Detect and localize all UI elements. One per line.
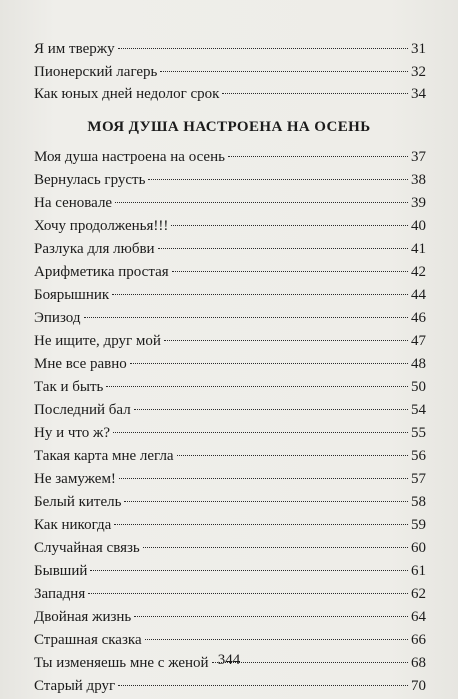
toc-entry (34, 284, 426, 307)
dot-leader (115, 202, 408, 203)
toc-entry-title: Не ищите, друг мой (34, 333, 161, 349)
toc-entry-page: 39 (411, 195, 426, 211)
toc-entry (34, 192, 426, 215)
toc-entry (34, 38, 426, 61)
toc-entry-page: 54 (411, 402, 426, 418)
toc-entry-page: 44 (411, 287, 426, 303)
toc-entry-title: Боярышник (34, 287, 110, 303)
toc-entry-page: 47 (411, 333, 426, 349)
toc-entry-title: Западня (34, 586, 86, 602)
dot-leader (106, 386, 408, 387)
toc-entry-page: 37 (411, 149, 426, 165)
toc-entry-page: 58 (411, 494, 426, 510)
toc-entry-title: Как юных дней недолог срок (34, 86, 220, 102)
toc-entry (34, 261, 426, 284)
toc-entry (34, 61, 426, 84)
toc-entry (34, 83, 426, 106)
page-number: 344 (217, 652, 241, 668)
toc-entry (34, 445, 426, 468)
dot-leader (164, 340, 408, 341)
toc-entry-page: 32 (411, 63, 426, 80)
toc-entry (34, 215, 426, 238)
toc-entry (34, 146, 426, 169)
dot-leader (90, 570, 408, 571)
toc-entry (34, 422, 426, 445)
toc-entry (34, 307, 426, 330)
dot-leader (113, 432, 408, 433)
toc-entry-title: Белый китель (34, 494, 122, 510)
toc-entry (34, 169, 426, 192)
toc-list-top (34, 38, 426, 106)
toc-entry-title: Пионерский лагерь (34, 63, 158, 80)
toc-entry (34, 583, 426, 606)
dot-leader (112, 294, 408, 295)
toc-entry-page: 64 (411, 609, 426, 625)
dot-leader (130, 363, 408, 364)
toc-entry-page: 70 (411, 678, 426, 694)
toc-entry-title: Такая карта мне легла (34, 448, 174, 464)
dot-leader (114, 524, 408, 525)
toc-entry (34, 560, 426, 583)
toc-entry-title: Так и быть (34, 379, 104, 395)
toc-entry-title: Вернулась грусть (34, 172, 146, 188)
toc-entry-title: Ну и что ж? (34, 425, 111, 441)
dot-leader (134, 616, 408, 617)
toc-entry (34, 606, 426, 629)
toc-entry-page: 57 (411, 471, 426, 487)
toc-entry-title: На сеновале (34, 195, 113, 211)
toc-entry (34, 537, 426, 560)
toc-entry-title: Арифметика простая (34, 264, 169, 280)
toc-entry-title: Не замужем! (34, 471, 116, 487)
toc-entry-page: 55 (411, 425, 426, 441)
toc-entry-title: Как никогда (34, 517, 112, 533)
dot-leader (177, 455, 408, 456)
section-heading: МОЯ ДУША НАСТРОЕНА НА ОСЕНЬ (87, 119, 371, 135)
toc-entry-title: Хочу продолженья!!! (34, 218, 169, 234)
toc-entry-title: Ты изменяешь мне с женой (34, 655, 209, 671)
dot-leader (143, 547, 408, 548)
dot-leader (222, 93, 408, 94)
dot-leader (84, 317, 409, 318)
toc-entry-title: Моя душа настроена на осень (34, 149, 225, 165)
dot-leader (228, 156, 408, 157)
toc-entry (34, 491, 426, 514)
dot-leader (118, 48, 408, 49)
toc-entry (34, 376, 426, 399)
toc-entry-page: 40 (411, 218, 426, 234)
toc-entry-title: Я им твержу (34, 41, 115, 57)
toc-entry-title: Случайная связь (34, 540, 140, 556)
toc-entry (34, 330, 426, 353)
toc-entry-title: Мне все равно (34, 356, 127, 372)
toc-entry-title: Старый друг (34, 678, 116, 694)
dot-leader (160, 71, 408, 72)
toc-entry-title: Разлука для любви (34, 241, 155, 257)
toc-entry-page: 60 (411, 540, 426, 556)
toc-entry-page: 38 (411, 172, 426, 188)
toc-entry-page: 31 (411, 41, 426, 57)
toc-entry (34, 238, 426, 261)
toc-entry (34, 353, 426, 376)
dot-leader (88, 593, 408, 594)
toc-entry-page: 62 (411, 586, 426, 602)
toc-entry-title: Бывший (34, 563, 88, 579)
toc-entry-page: 48 (411, 356, 426, 372)
dot-leader (172, 271, 408, 272)
toc-entry-page: 66 (411, 632, 426, 648)
toc-entry-title: Последний бал (34, 402, 131, 418)
toc-entry (34, 399, 426, 422)
toc-entry-page: 46 (411, 310, 426, 326)
toc-entry-title: Эпизод (34, 310, 81, 326)
toc-entry-page: 50 (411, 379, 426, 395)
toc-entry (34, 468, 426, 491)
toc-entry (34, 629, 426, 652)
dot-leader (119, 478, 408, 479)
toc-entry-page: 42 (411, 264, 426, 280)
dot-leader (118, 685, 408, 686)
toc-entry-page: 41 (411, 241, 426, 257)
toc-entry-page: 34 (411, 86, 426, 102)
dot-leader (158, 248, 408, 249)
toc-entry-title: Двойная жизнь (34, 609, 132, 625)
toc-entry (34, 514, 426, 537)
toc-entry (34, 675, 426, 698)
toc-entry-page: 61 (411, 563, 426, 579)
toc-list-main (34, 146, 426, 698)
dot-leader (171, 225, 408, 226)
toc-entry-page: 56 (411, 448, 426, 464)
toc-entry-title: Страшная сказка (34, 632, 142, 648)
toc-entry-page: 59 (411, 517, 426, 533)
toc-entry-page: 68 (411, 655, 426, 671)
dot-leader (124, 501, 408, 502)
dot-leader (134, 409, 408, 410)
dot-leader (145, 639, 408, 640)
dot-leader (148, 179, 408, 180)
